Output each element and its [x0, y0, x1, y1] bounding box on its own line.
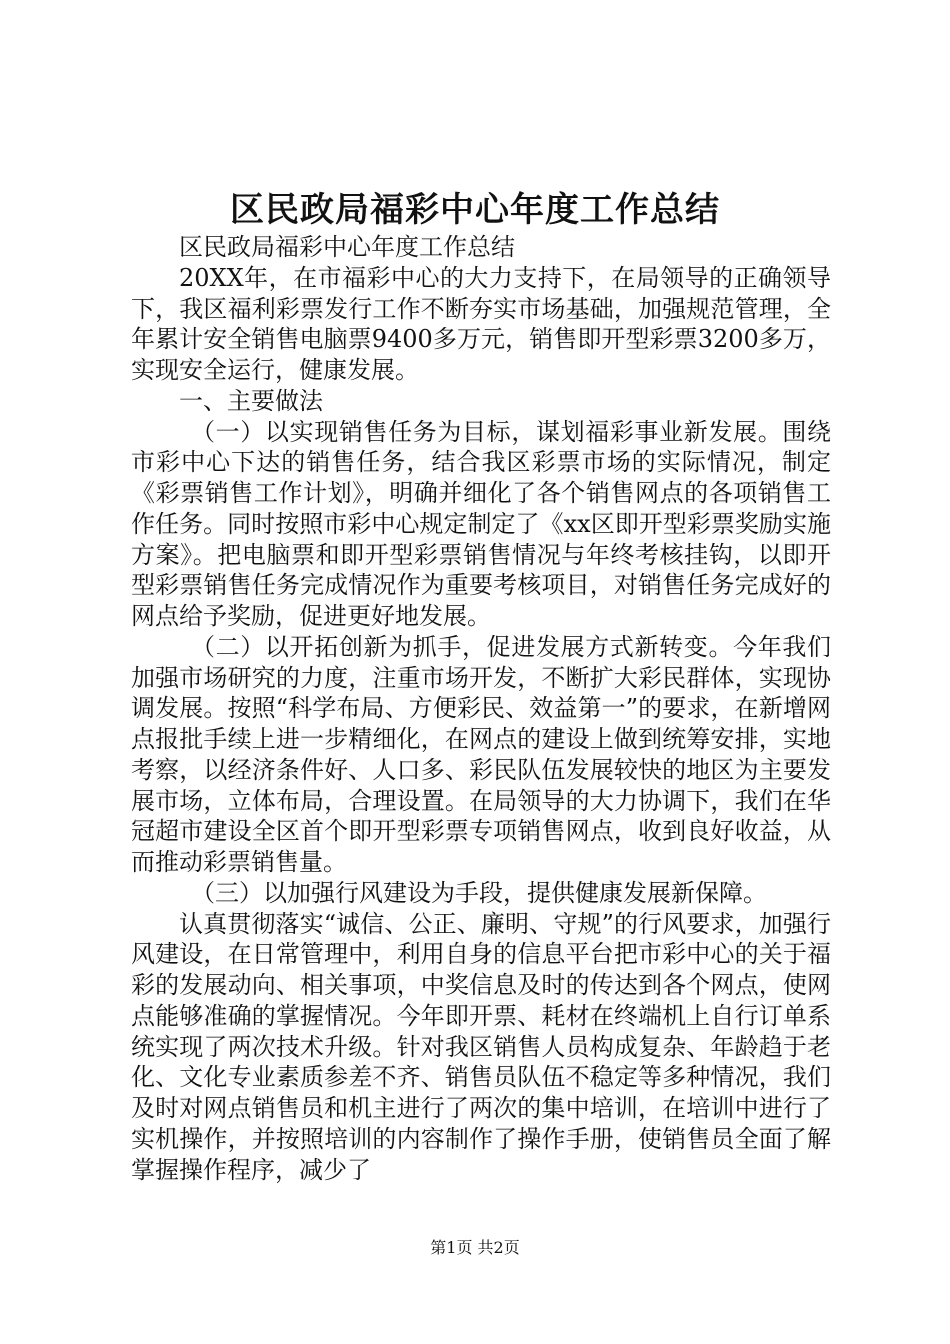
intro-paragraph: 20XX年，在市福彩中心的大力支持下，在局领导的正确领导下，我区福利彩票发行工作不断夯实市场基础，加强规范管理，全年累计安全销售电脑票9400多万元，销售即开型彩票3200多万，实现安全运行，健康发展。	[131, 263, 831, 384]
section-heading-main-practices: 一、主要做法	[179, 386, 323, 415]
page-number-footer: 第1页 共2页	[430, 1238, 520, 1257]
point-two-paragraph: （二）以开拓创新为抓手，促进发展方式新转变。今年我们加强市场研究的力度，注重市场开发，不断扩大彩民群体，实现协调发展。按照“科学布局、方便彩民、效益第一”的要求，在新增网点报批手续上进一步精细化，在网点的建设上做到统筹安排，实地考察，以经济条件好、人口多、彩民队伍发展较快的地区为主要发展市场，立体布局，合理设置。在局领导的大力协调下，我们在华冠超市建设全区首个即开型彩票专项销售网点，收到良好收益，从而推动彩票销售量。	[131, 632, 831, 876]
document-body	[131, 232, 831, 1185]
point-three-heading: （三）以加强行风建设为手段，提供健康发展新保障。	[191, 878, 767, 907]
subtitle-paragraph: 区民政局福彩中心年度工作总结	[179, 233, 515, 261]
point-one-paragraph: （一）以实现销售任务为目标，谋划福彩事业新发展。围绕市彩中心下达的销售任务，结合我区彩票市场的实际情况，制定《彩票销售工作计划》，明确并细化了各个销售网点的各项销售工作任务。同时按照市彩中心规定制定了《xx区即开型彩票奖励实施方案》。把电脑票和即开型彩票销售情况与年终考核挂钩，以即开型彩票销售任务完成情况作为重要考核项目，对销售任务完成好的网点给予奖励，促进更好地发展。	[131, 417, 831, 630]
point-three-paragraph: 认真贯彻落实“诚信、公正、廉明、守规”的行风要求，加强行风建设，在日常管理中，利用自身的信息平台把市彩中心的关于福彩的发展动向、相关事项，中奖信息及时的传达到各个网点，使网点能够准确的掌握情况。今年即开票、耗材在终端机上自行订单系统实现了两次技术升级。针对我区销售人员构成复杂、年龄趋于老化、文化专业素质参差不齐、销售员队伍不稳定等多种情况，我们及时对网点销售员和机主进行了两次的集中培训，在培训中进行了实机操作，并按照培训的内容制作了操作手册，使销售员全面了解掌握操作程序，减少了	[131, 909, 831, 1184]
document-title: 区民政局福彩中心年度工作总结	[230, 190, 720, 230]
